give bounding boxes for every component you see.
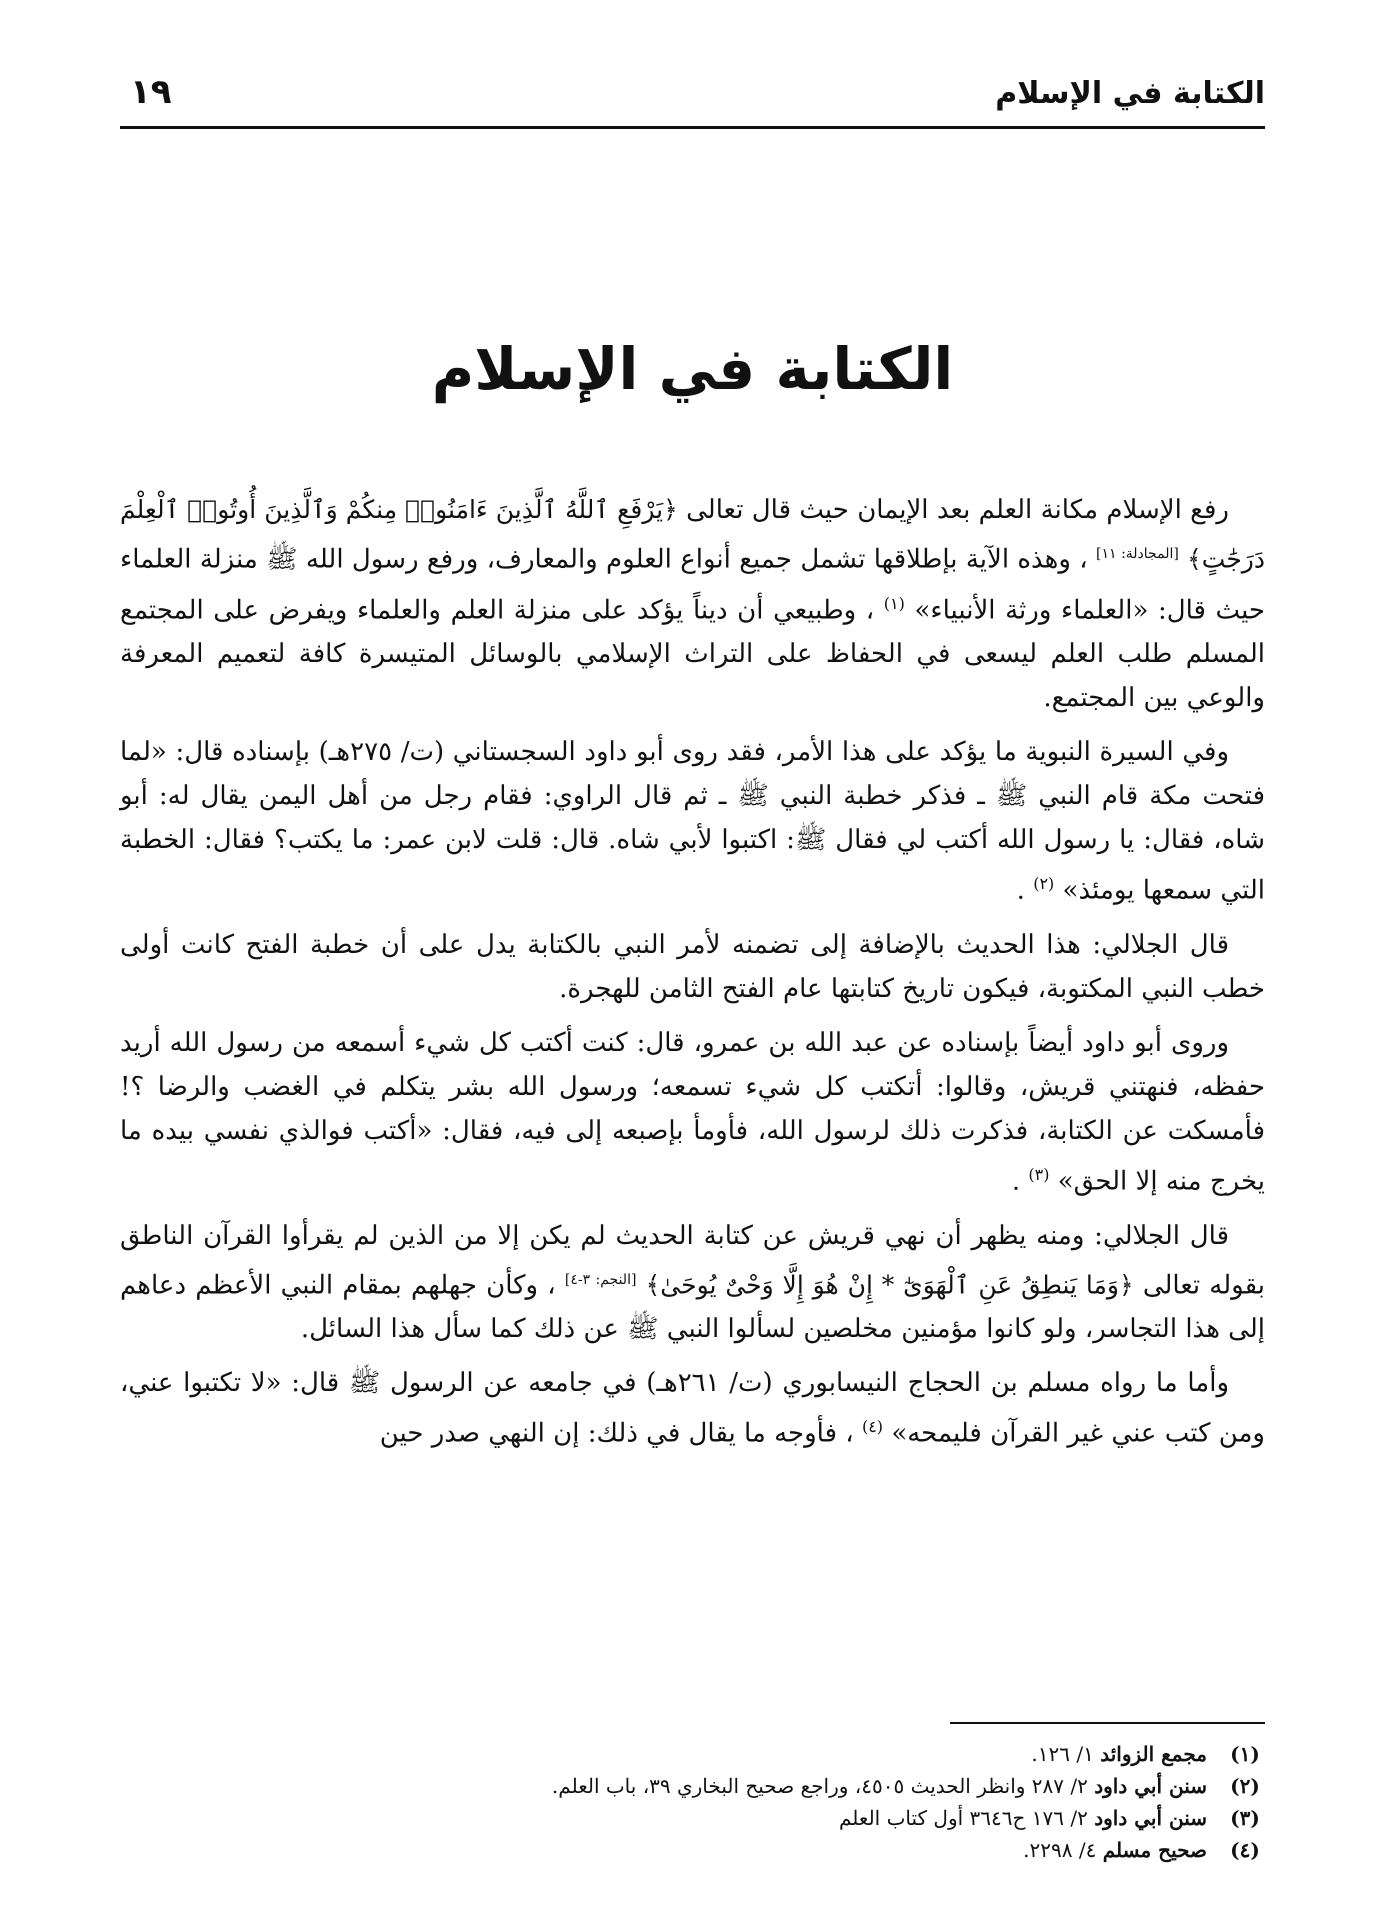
quran-verse: ﴿يَرْفَعِ ٱللَّهُ ٱلَّذِينَ ءَامَنُوا۟ مِنكُمْ وَٱلَّذِينَ أُوتُوا۟ ٱلْعِلْمَ دَرَجَٰتٍ﴾ bbox=[120, 495, 1266, 574]
footnote-detail: ٢/ ٢٨٧ وانظر الحديث ٤٥٠٥، وراجع صحيح البخاري ٣٩، باب العلم. bbox=[551, 1774, 1095, 1798]
footnote-divider bbox=[950, 1722, 1265, 1724]
footnote-marker[interactable]: (١) bbox=[883, 593, 905, 613]
footnote-source: سنن أبي داود bbox=[1094, 1774, 1207, 1798]
footnote bbox=[120, 1802, 1265, 1834]
paragraph-text: قال الجلالي: هذا الحديث بالإضافة إلى تضمنه لأمر النبي بالكتابة يدل على أن خطبة الفتح كانت أولى خطب النبي المكتوبة، فيكون تاريخ كتابتها عام الفتح الثامن للهجرة. bbox=[120, 929, 1265, 1004]
paragraph-text: ، وكأن جهلهم بمقام النبي الأعظم دعاهم إلى هذا التجاسر، ولو كانوا مؤمنين مخلصين لسألوا النبي ﷺ عن ذلك كما سأل هذا السائل. bbox=[120, 1270, 1265, 1345]
verse-reference: [النجم: ٣-٤] bbox=[564, 1271, 637, 1288]
footnote-source: سنن أبي داود bbox=[1094, 1806, 1207, 1830]
footnote bbox=[120, 1770, 1265, 1802]
verse-reference: [المجادلة: ١١] bbox=[1096, 546, 1179, 562]
footnote-detail: ٢/ ١٧٦ ح٣٦٤٦ أول كتاب العلم bbox=[839, 1806, 1095, 1830]
footnote-number: (٢) bbox=[1230, 1774, 1260, 1798]
footnote-source: صحيح مسلم bbox=[1102, 1838, 1207, 1862]
paragraph-text: ، فأوجه ما يقال في ذلك: إن النهي صدر حين bbox=[379, 1418, 854, 1449]
footnote-detail: ٤/ ٢٢٩٨. bbox=[1023, 1838, 1103, 1862]
paragraph bbox=[120, 730, 1265, 913]
paragraph-text: وروى أبو داود أيضاً بإسناده عن عبد الله بن عمرو، قال: كنت أكتب كل شيء أسمعه من رسول الله أريد حفظه، فنهتني قريش، وقالوا: أتكتب كل شيء تسمعه؛ ورسول الله بشر يتكلم في الغضب والرضا ؟! فأمسكت عن الكتابة، فذكرت ذلك لرسول الله، فأومأ بإصبعه إلى فيه، فقال: «أكتب فوالذي نفسي بيده ما يخرج منه إلا الحق» bbox=[120, 1027, 1265, 1197]
footnote-detail: ١/ ١٢٦. bbox=[1031, 1742, 1101, 1766]
paragraph-text: ، وهذه الآية بإطلاقها تشمل جميع أنواع العلوم والمعارف، ورفع رسول الله ﷺ منزلة العلماء حيث قال: «العلماء ورثة الأنبياء» bbox=[120, 544, 1265, 626]
chapter-title: الكتابة في الإسلام bbox=[431, 335, 954, 403]
paragraph-text: قال الجلالي: ومنه يظهر أن نهي قريش عن كتابة الحديث لم يكن إلا من الذين لم يقرأوا القرآن الناطق بقوله تعالى bbox=[120, 1220, 1265, 1301]
body-text bbox=[120, 488, 1265, 1466]
footnote bbox=[120, 1738, 1265, 1770]
footnote-text bbox=[120, 1770, 1207, 1802]
footnote-text bbox=[120, 1834, 1207, 1866]
footnote-marker[interactable]: (٤) bbox=[861, 1417, 884, 1437]
paragraph bbox=[120, 1021, 1265, 1204]
footnote-number: (٤) bbox=[1230, 1838, 1260, 1862]
paragraph-text: رفع الإسلام مكانة العلم بعد الإيمان حيث قال تعالى bbox=[677, 495, 1229, 525]
paragraph-text: وفي السيرة النبوية ما يؤكد على هذا الأمر، فقد روى أبو داود السجستاني (ت/ ٢٧٥هـ) بإسناده قال: «لما فتحت مكة قام النبي ﷺ ـ فذكر خطبة النبي ﷺ ـ ثم قال الراوي: فقام رجل من أهل اليمن يقال له: أبو شاه، فقال: يا رسول الله أكتب لي فقال ﷺ: اكتبوا لأبي شاه. قال: قلت لابن عمر: ما يكتب؟ فقال: الخطبة التي سمعها يومئذ» bbox=[120, 737, 1265, 906]
footnote-text bbox=[120, 1738, 1207, 1770]
running-title: الكتابة في الإسلام bbox=[995, 76, 1265, 111]
paragraph bbox=[120, 1361, 1265, 1456]
paragraph-text: . bbox=[1016, 875, 1025, 906]
footnote-number: (١) bbox=[1230, 1742, 1260, 1766]
running-header bbox=[120, 72, 1265, 129]
paragraph bbox=[120, 1214, 1265, 1352]
footnote-source: مجمع الزوائد bbox=[1100, 1742, 1207, 1766]
paragraph-text: وأما ما رواه مسلم بن الحجاج النيسابوري (ت/ ٢٦١هـ) في جامعه عن الرسول ﷺ قال: «لا تكتبوا عني، ومن كتب عني غير القرآن فليمحه» bbox=[120, 1368, 1265, 1449]
footnote-text bbox=[120, 1802, 1207, 1834]
paragraph bbox=[120, 923, 1265, 1011]
paragraph-text: . bbox=[1011, 1166, 1021, 1197]
page-number: ١٩ bbox=[130, 72, 172, 112]
footnote bbox=[120, 1834, 1265, 1866]
paragraph-text: ، وطبيعي أن ديناً يؤكد على منزلة العلم والعلماء ويفرض على المجتمع المسلم طلب العلم ليسعى في الحفاظ على التراث الإسلامي بالوسائل المتيسرة كافة لتعميم المعرفة والوعي بين المجتمع. bbox=[120, 595, 1265, 714]
footnote-number: (٣) bbox=[1230, 1806, 1260, 1830]
paragraph bbox=[120, 488, 1265, 720]
footnotes bbox=[120, 1738, 1265, 1866]
footnote-marker[interactable]: (٣) bbox=[1028, 1164, 1050, 1184]
quran-verse: ﴿وَمَا يَنطِقُ عَنِ ٱلْهَوَىٰٓ * إِنْ هُوَ إِلَّا وَحْىٌ يُوحَىٰ﴾ bbox=[645, 1270, 1134, 1300]
footnote-marker[interactable]: (٢) bbox=[1033, 874, 1055, 894]
